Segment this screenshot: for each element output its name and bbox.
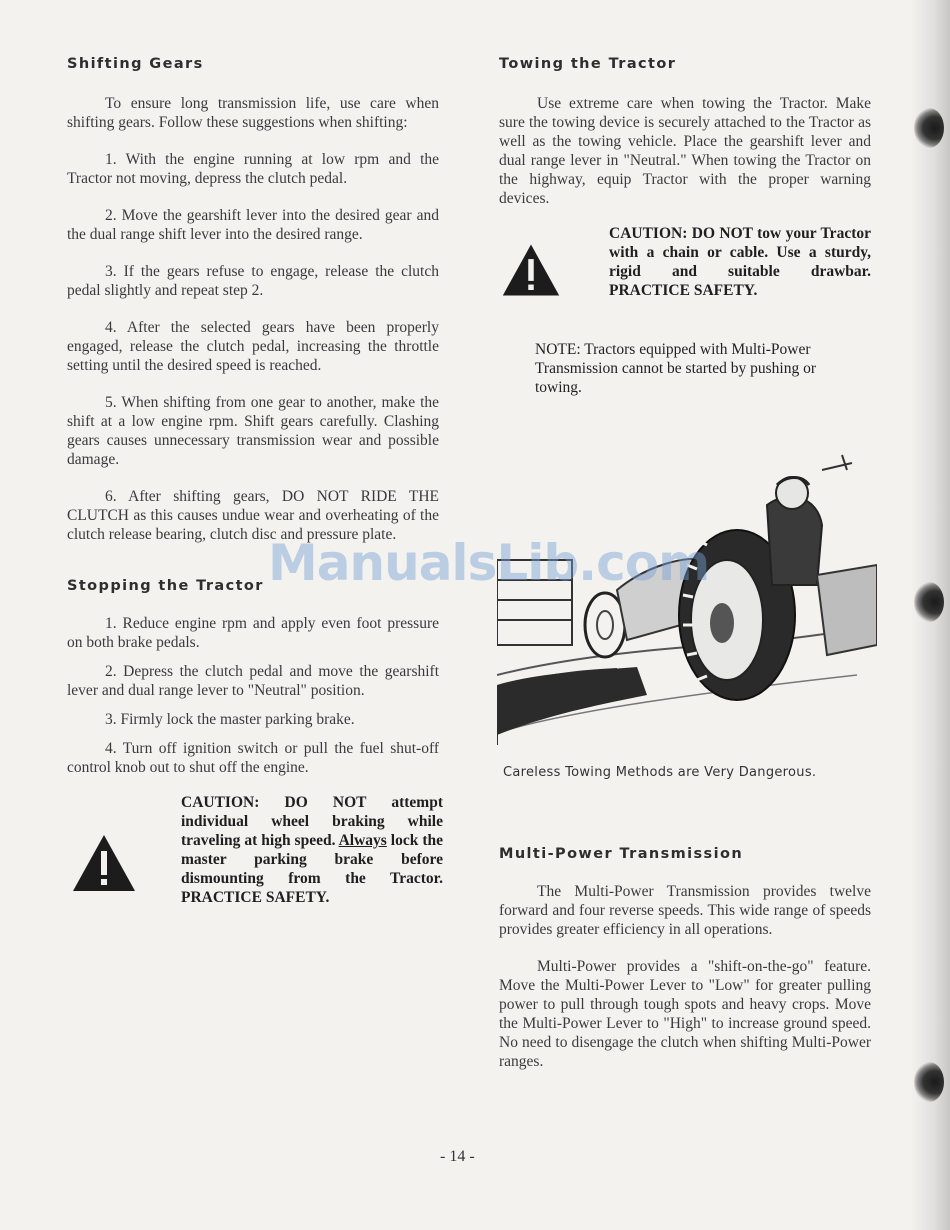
- towing-paragraph: Use extreme care when towing the Tractor. Make sure the towing device is securely attached to the Tractor as well as the towing vehicle. Place the gearshift lever and dual range lever in "Neutral." When towing the Tractor on the highway, equip Tractor with the proper warning devices.: [499, 95, 871, 207]
- caution-part: CAUTION: DO NOT attempt individual wheel braking while traveling at high speed.: [181, 794, 443, 849]
- stopping-step: 1. Reduce engine rpm and apply even foot pressure on both brake pedals.: [67, 615, 439, 651]
- shifting-step: 3. If the gears refuse to engage, release the clutch pedal slightly and repeat step 2.: [67, 263, 439, 299]
- caution-part: lock the master parking brake before dismounting from the Tractor. PRACTICE SAFETY.: [181, 832, 443, 906]
- binder-hole: [914, 1062, 944, 1102]
- stopping-tractor-heading: Stopping the Tractor: [67, 578, 264, 594]
- multipower-section: [499, 846, 871, 1071]
- left-column: [67, 50, 443, 933]
- warning-triangle-icon: [501, 242, 561, 298]
- stopping-caution-text: [181, 793, 443, 907]
- multipower-paragraph: Multi-Power provides a "shift-on-the-go" feature. Move the Multi-Power Lever to "Low" for greater pulling power to pull through tough spots and heavy crops. Move the Multi-Power Lever to "High" to increase ground speed. No need to disengage the clutch when shifting Multi-Power ranges.: [499, 958, 871, 1070]
- binder-hole: [914, 108, 944, 148]
- towing-note: NOTE: Tractors equipped with Multi-Power Transmission cannot be started by pushing or towing.: [535, 341, 816, 396]
- stopping-step: 4. Turn off ignition switch or pull the fuel shut-off control knob out to shut off the engine.: [67, 740, 439, 776]
- shifting-step: 2. Move the gearshift lever into the desired gear and the dual range shift lever into the desired range.: [67, 207, 439, 243]
- shifting-step: 4. After the selected gears have been properly engaged, release the clutch pedal, increasing the throttle setting until the desired speed is reached.: [67, 319, 439, 374]
- multipower-paragraph: The Multi-Power Transmission provides twelve forward and four reverse speeds. This wide range of speeds provides greater efficiency in all operations.: [499, 883, 871, 938]
- towing-caution-block: [499, 224, 871, 334]
- shifting-gears-heading: Shifting Gears: [67, 56, 204, 72]
- caution-part: Always: [338, 832, 387, 849]
- binder-hole: [914, 582, 944, 622]
- towing-caution-text: CAUTION: DO NOT tow your Tractor with a chain or cable. Use a sturdy, rigid and suitable drawbar. PRACTICE SAFETY.: [609, 225, 871, 299]
- warning-triangle-icon: [71, 833, 137, 893]
- shifting-step: 6. After shifting gears, DO NOT RIDE THE CLUTCH as this causes undue wear and overheating of the clutch release bearing, clutch disc and pressure plate.: [67, 488, 439, 543]
- stopping-step: 3. Firmly lock the master parking brake.: [105, 711, 355, 728]
- towing-illustration: [497, 445, 877, 745]
- stopping-caution-block: [67, 793, 443, 933]
- watermark: ManualsLib.com: [268, 534, 710, 592]
- page-number: - 14 -: [440, 1148, 475, 1165]
- multipower-heading: Multi-Power Transmission: [499, 846, 744, 862]
- figure-caption: Careless Towing Methods are Very Dangerous.: [503, 765, 817, 780]
- stopping-step: 2. Depress the clutch pedal and move the gearshift lever and dual range lever to "Neutral" position.: [67, 663, 439, 699]
- shifting-step: 1. With the engine running at low rpm and the Tractor not moving, depress the clutch pedal.: [67, 151, 439, 187]
- shifting-step: 5. When shifting from one gear to another, make the shift at a low engine rpm. Shift gears carefully. Clashing gears causes unnecessary transmission wear and possible damage.: [67, 394, 439, 468]
- right-column: [499, 50, 871, 397]
- towing-tractor-heading: Towing the Tractor: [499, 56, 677, 72]
- shifting-intro: To ensure long transmission life, use care when shifting gears. Follow these suggestions when shifting:: [67, 95, 439, 131]
